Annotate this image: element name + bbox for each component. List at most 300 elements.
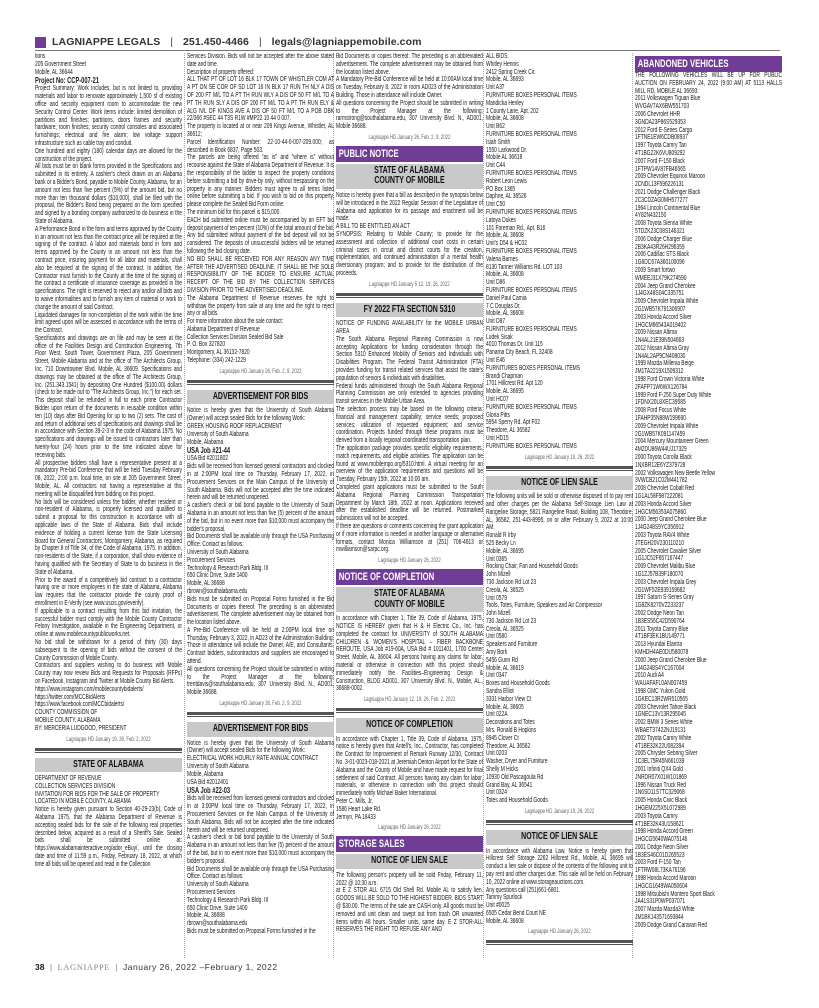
notice-line: 1999 Mazda Millenia Beige — [635, 360, 694, 368]
notice-line: 1N4AL21E39N504663 — [635, 337, 685, 345]
notice-line: 4010 Thomas Dr. Unit 115 — [486, 341, 543, 349]
notice-line: 1586 Heart Lake Rd. — [336, 805, 382, 813]
notice-line: Ronald R Irby — [486, 532, 516, 540]
notice-paragraph: All questions concerning the Project should be submitted in writing to the Project Manager at the following: rarmstrong@southalabama.edu, 307 University Blvd. N., AD001, Mobile 36688. — [336, 99, 483, 131]
notice-paragraph: Notice is hereby given that the University of South Alabama (Owner) will accept sealed Bids for the following Work: — [187, 739, 334, 755]
notice-line: 2G1WB57K791306907 — [635, 305, 686, 313]
notice-paragraph: The application package provides specific eligibility requirements, match requirements, and eligible activities. The application can be found at www.mobilempo.org/5310.html. A virtual meeting for an overview of the application requirements and questions will be Tuesday, February 15th, 2022 at 10:00 am. — [336, 444, 483, 484]
notice-line: LOCATED IN MOBILE COUNTY, ALABAMA — [35, 798, 131, 806]
notice-line: JNRDR07X01W101869 — [635, 773, 687, 781]
notice-paragraph: Specifications and drawings are on file and may be seen at the office of the Facilities Design and Construction Engineering, 7th Floor West, South Tower, Government Plaza, 205 Government Street, Mobile Alabama and at the office of The Architects Group, Inc. 710 Downtowner Blvd. Mobile, AL 36609. Specifications and drawings may be obtained at the office of The Architects Group, Inc. (251.343.1541) by depositing One Hundred ($100.00) dollars (check to be made out to "The Architects Group, Inc.") for each set. This deposit shall be refunded in full to each prime Contractor Bidder upon return of the documents in reusable condition within ten (10) days after Bid Opening for up to two (2) sets. The cost of and return of additional sets of specifications and drawings shall be in accordance with Section 39-2-3 in the code of Alabama 1975. No specifications and drawings will be issued to contractors later than twenty-four (24) hours prior to the time indicated above for receiving bids. — [35, 334, 182, 459]
notice-line: 1 County Lane, Apt. 202 — [486, 107, 539, 115]
notice-line: Boxes and Household Goods — [486, 680, 550, 688]
notice-line: 1996 Nissan Truck Red — [635, 781, 686, 789]
publication-credit: Lagniappe HD January 26, Feb. 2, 9, 2022 — [219, 700, 302, 708]
notice-line: 1998 Honda Accord Green — [635, 828, 694, 836]
notice-paragraph: Bid Documents shall be available only through the USA Purchasing Office. Contact as follows: — [187, 865, 334, 881]
notice-line: 1NXBR12E6YZ379728 — [635, 461, 686, 469]
section-divider — [486, 466, 633, 471]
notice-line: Unit HC07 — [486, 396, 509, 404]
notice-paragraph: In accordance with Alabama Law, Notice is hereby given that Hillcrest Self Storage 2262 Hillcrest Rd., Mobile, AL 36695 will conduct a lien sale or dispose of the contents of the following unit to pay rent and other charges due. This sale will be held on February 10, 2022 online at www.storageauctions.com. — [486, 847, 633, 886]
notice-line: Mrs. Ronald B Hopkins — [486, 727, 537, 735]
notice-line: 2G1WF52E939159682 — [635, 586, 686, 594]
notice-line: FURNITURE BOXES PERSONAL ITEMS — [486, 208, 577, 216]
notice-line: Technology & Research Park Bldg. III — [187, 564, 269, 572]
notice-paragraph: Parcel Identification Number: 22-10-44-0-007-209.000; as described in Book 6837, Page 503. — [187, 138, 334, 154]
notice-paragraph: NOTICE OF FUNDING AVAILABILITY for the MOBILE URBAN AREA — [336, 320, 483, 336]
notice-line: 2003 Toyota Camry — [635, 812, 678, 820]
masthead-separator: | — [258, 36, 262, 48]
column-divider — [483, 53, 484, 958]
notice-line: FURNITURE BOXES PERSONAL ITEMS — [486, 91, 577, 99]
notice-paragraph: Bids will be received from licensed general contractors and clocked in at 2:00PM local time on Thursday, February 17, 2022, in Procurement Services on the Main Campus of the University of South Alabama. Bids will not be accepted after the time indicated herein and will be returned unopened. — [187, 463, 334, 502]
notice-line: tions — [35, 53, 46, 60]
notice-line: Tools, Totes, Furniture, Speakers and Air Compressor — [486, 602, 603, 610]
notice-line: Procurement Services — [187, 556, 236, 564]
notice-line: 1998 Mitsubishi Montero Sport Black — [635, 890, 715, 898]
publication-credit: Lagniappe HD January 12, 19, 26, Feb. 2, 2022 — [363, 696, 456, 704]
notice-line: WMEEJ31X79K274590 — [635, 274, 687, 282]
masthead-phone: 251.450-4466 — [182, 36, 249, 48]
notice-line: 1B3ES56C42D590764 — [635, 617, 685, 625]
notice-line: 1FDNX20L8XEC39585 — [635, 399, 686, 407]
notice-line: Mobile, AL 36695 — [486, 388, 524, 396]
notice-line: Mobile, Alabama — [187, 770, 224, 778]
notice-paragraph: THE FOLLOWING VEHICLES WILL BE UP FOR PUBLIC AUCTION ON FEBRUARY 24, 2022 (9:00 AM) AT 5113 HALLS MILL RD, MOBILE AL 36693: — [635, 72, 782, 95]
notice-line: 4T1BF3EK1BU149771 — [635, 633, 685, 641]
notice-line: 650 Clinic Drive, Suite 1400 — [187, 572, 248, 580]
notice-line: Mobile, Alabama — [187, 438, 224, 446]
publication-credit: Lagniappe HD January 26, 2022 — [528, 928, 591, 936]
notice-line: Unit 0365 — [486, 555, 507, 563]
notice-paragraph: The minimum bid for this parcel is $15,000. — [187, 208, 281, 216]
notice-line: 1C3EL75R45N661039 — [635, 758, 685, 766]
notice-line: 5954 Sperry Rd. Apt F02 — [486, 419, 540, 427]
notice-line: 2000 Jeep Grand Cherokee Blue — [635, 656, 707, 664]
notice-line: P. O. Box 327820 — [187, 341, 226, 349]
notice-line: 2009 Chevrolet Equinox Maroon — [635, 173, 706, 181]
notice-paragraph: Contractors and suppliers wishing to do business with Mobile County may now review Bids and Requests for Proposals (RFPs) on Facebook, Instagram and Twitter at Mobile County Bid Alerts. — [35, 662, 182, 685]
notice-line: INVITATION FOR BIDS FOR THE SALE OF PROPERTY — [35, 790, 160, 798]
notice-paragraph: All prospective bidders shall have a representative present at a mandatory Pre-bid Conference that will be held Tuesday February 08, 2022, 2:00 p.m. local time, on site at 205 Government Street, Mobile, AL. All contractors not having a representative at this meeting will be disqualified from bidding on this project. — [35, 459, 182, 498]
notice-paragraph: No bids will be considered unless the bidder, whether resident or non-resident of Alabama, is properly licensed and qualified to submit a proposal for this construction in accordance with all applicable laws of the State of Alabama. Bids shall include evidence of holding a current license from the State Licensing Board for General Contractors, Montgomery, Alabama, as required by Chapter 8 of Title 34, of the Code of Alabama, 1975. In addition, non-residents of the State, if a corporation, shall show evidence of having qualified with the Secretary of State to do business in the State of Alabama. — [35, 498, 182, 576]
section-banner: NOTICE OF COMPLETION — [336, 569, 483, 585]
notice-line: For more information about the sale contact: — [187, 318, 284, 326]
publication-credit: Lagniappe HD January 19, 26, Feb. 2, 2022 — [66, 735, 151, 743]
notice-line: 2B3KA43R26H296359 — [635, 243, 685, 251]
notice-line: 1G6DC67A360100096 — [635, 259, 685, 267]
notice-paragraph: A Pre-Bid Conference will be held at 2:00PM local time on Thursday, February 3, 2022, in AD23 of the Administration Building. Those in attendance will include the Owner, A/E, and Consultants. Contract bidders, subcontractors and suppliers are encouraged to attend. — [187, 626, 334, 666]
notice-line: Unit 022A — [486, 711, 508, 719]
notice-title: ADVERTISEMENT FOR BIDS — [187, 390, 334, 405]
notice-line: DEPARTMENT OF REVENUE — [35, 775, 102, 783]
notice-line: 6505 Cedar Bend Court NE — [486, 909, 546, 917]
notice-line: Montgomery, AL 36132-7820 — [187, 349, 250, 357]
section-banner: ABANDONED VEHICLES — [635, 56, 782, 72]
notice-paragraph: The following person's property will be sold Friday, February 11, 2022 @ 10:30 a.m. — [336, 871, 483, 887]
notice-paragraph: ALL THAT PT OF LOT 16 BLK 17 TOWN OF WHISTLER COM AT A PT ON SE COR OF SD LOT 16 IN BLK 17 RUN TH NLY A DIS OF 200 FT M/L TO A PT TH RUN WLY A DIS OF 50 FT M/L TO A PT TH RUN SLY A DIS OF 200 FT M/L TO A PT TH RUN ELY & ALG N/L OF KINGS AVE A DIS OF 50 FT M/L TO A POB DBK 22/366 #SEC 44 T3S R1W #MP22 10 44 0 007. — [187, 76, 334, 123]
notice-title: NOTICE OF LIEN SALE — [486, 476, 633, 491]
section-divider — [187, 712, 334, 717]
notice-line: Mobile, AL 36644 — [35, 68, 73, 76]
notice-line: 2002 Volkswagen New Beetle Yellow — [635, 469, 716, 477]
page-footer — [35, 962, 278, 972]
notice-line: 2004 Jeep Grand Cherokee — [635, 282, 696, 290]
notice-line: 2004 Mercury Mountaineer Green — [635, 438, 709, 446]
notice-bold-heading: Project No: CCP-007-21 — [35, 76, 100, 86]
notice-line: 2003 Chevrolet Impala Grey — [635, 578, 697, 586]
notice-line: Telephone: (334) 242-1229 — [187, 357, 246, 365]
notice-line: FURNITURE BOXES PERSONAL ITEMS — [486, 442, 577, 450]
notice-line: Robert Leon Lewis — [486, 177, 527, 185]
notice-line: PO Box 1365 — [486, 185, 516, 193]
notice-line: 2001 Infiniti QX4 Gold — [635, 765, 683, 773]
notice-line: 2010 Audi A4 — [635, 672, 664, 680]
notice-line: JA4LS31P0WP037071 — [635, 898, 686, 906]
notice-line: Ludek Sisak — [486, 333, 513, 341]
issue-dates: January 26, 2022 –February 1, 2022 — [123, 962, 278, 972]
notice-line: USA Bid #2011802 — [187, 455, 229, 463]
notice-line: Rocking Chair, Fan and Household Goods — [486, 563, 578, 571]
notice-line: Unit D87 — [486, 318, 506, 326]
notice-line: 4Y82N432150 — [635, 212, 667, 220]
notice-line: Unit #0025 — [486, 902, 510, 910]
notice-line: COLLECTION SERVICES DIVISION — [35, 782, 116, 790]
notice-line: https://www.instagram.com/mobilecountybidalerts/ — [35, 685, 144, 693]
footer-separator: | — [115, 962, 118, 972]
notice-line: 525 Becky Ln — [486, 539, 516, 547]
section-divider — [486, 820, 633, 825]
notice-line: 2003 Honda Accord Silver — [635, 500, 692, 508]
notice-line: FURNITURES BOXES PERSONAL ITEMS — [486, 364, 581, 372]
notice-line: Tammy Spurlock — [486, 894, 523, 902]
notice-line: 2021 Dodge Challenger Black — [635, 188, 701, 196]
notice-line: 2007 Mazda Mazda3 White — [635, 906, 695, 914]
notice-line: John Mizell — [486, 571, 511, 579]
notice-title: NOTICE OF COMPLETION — [336, 718, 483, 733]
notice-line: Unit HD15 — [486, 435, 509, 443]
notice-line: 2007 Ford F-150 Black — [635, 157, 685, 165]
notice-line: 2G1WB57K091147459 — [635, 430, 686, 438]
notice-line: 4M2DU86W44UJ17329 — [635, 446, 687, 454]
notice-line: Unit's D54 & HC02 — [486, 240, 527, 248]
notice-line: Jermyn, PA 18433 — [336, 813, 376, 821]
notice-paragraph: A Performance Bond in the form and terms approved by the County in an amount not less than the contract price will be required at the signing of the contract. A labor and materials bond in form and terms approved by the County in an amount not less than the contract price, insuring payment for all labor and materials, shall also be required at the signing of the contract. In addition, the Contractor must furnish to the County at the time of the signing of the contract a certificate of insurance coverage as provided in the specifications. The right is reserved to reject any and/or all bids and to waive informalities and to furnish any item of material or work to change the amount of said Contract. — [35, 225, 182, 311]
notice-line: 1J4G248S9YC356912 — [635, 524, 685, 532]
notice-line: WAUAFAFL0AN007459 — [635, 680, 688, 688]
notice-line: ALL BIDS. — [486, 53, 509, 60]
notice-line: 1J4GX48S04C335751 — [635, 290, 685, 298]
notice-line: 1N6SD11S7TC329068 — [635, 789, 685, 797]
notice-line: Latoya Dukes — [486, 216, 516, 224]
notice-line: Mobile, AL 36608 — [486, 232, 524, 240]
notice-line: 10930 Old Pascagoula Rd — [486, 773, 544, 781]
notice-line: USA Bid #2012401 — [187, 778, 229, 786]
notice-line: Unit 0580 — [486, 633, 507, 641]
notice-paragraph: A cashier's check or bid bond payable to the University of South Alabama in an amount not less than five (5) percent of the amount of the bid, but in no event more than $10,000 must accompany the bidder's proposal. — [187, 834, 334, 865]
notice-paragraph: The Alabama Department of Revenue reserves the right to withdraw the property from sale at any time and the right to reject any or all bids. — [187, 294, 334, 318]
notice-line: 650 Clinic Drive, Suite 1400 — [187, 904, 248, 912]
notice-title: STATE OF ALABAMA COUNTY OF MOBILE — [336, 587, 483, 612]
masthead-brand: LAGNIAPPE LEGALS — [52, 36, 161, 48]
notice-line: JM1BK143571693844 — [635, 914, 684, 922]
notice-line: 3VWCB21C02M441782 — [635, 477, 688, 485]
notice-line: 2002 BMW 3 Series White — [635, 719, 693, 727]
notice-line: 1FTRW08L73KA76196 — [635, 867, 686, 875]
notice-line: 2008 Chevrolet Cobalt Red — [635, 485, 695, 493]
notice-line: 2CNDL13F596226131 — [635, 181, 685, 189]
notice-line: University of South Alabama — [187, 430, 249, 438]
notice-line: University of South Alabama — [187, 762, 249, 770]
notice-line: 2008 Toyota Sienna White — [635, 220, 693, 228]
notice-line: 1GKEC13R2WR510565 — [635, 695, 688, 703]
notice-line: Mandicka Henley — [486, 99, 524, 107]
notice-line: Daphne, AL 36526 — [486, 193, 527, 201]
notice-line: 2006 Dodge Charger Blue — [635, 235, 692, 243]
masthead-separator: | — [170, 36, 173, 48]
notice-line: John Mizell — [486, 610, 511, 618]
notice-line: Mobile, AL 36608 — [486, 310, 524, 318]
notice-line: 1G1JC52F657167447 — [635, 555, 684, 563]
notice-line: 1J4G248S4YC167004 — [635, 664, 685, 672]
notice-title: NOTICE OF LIEN SALE — [486, 830, 633, 845]
notice-line: Technology & Research Park Bldg. III — [187, 896, 269, 904]
publication-credit: Lagniappe HD January 26, 2022 — [378, 824, 441, 832]
footer-separator: | — [49, 962, 53, 972]
notice-line: 2009 Smart fortwo — [635, 266, 676, 274]
notice-paragraph: Liquidated damages for non-completion of the work within the time limit agreed upon will be assessed in accordance with the terms of the Contract. — [35, 311, 182, 335]
notice-line: Unit D86 — [486, 279, 506, 287]
notice-line: 2009 Nissan Altima — [635, 329, 677, 337]
notice-line: Alabama Department of Revenue — [187, 325, 260, 333]
notice-line: 1998 GMC Yukon Gold — [635, 687, 686, 695]
notice-line: Amy Bork — [486, 649, 508, 657]
notice-line: 2005 Honda Civic Black — [635, 797, 688, 805]
notice-line: Theodore, AL 36582 — [486, 742, 531, 750]
notice-line: 7 C Douglas Dr. — [486, 302, 521, 310]
notice-line: 1G8ZK8270VZ233237 — [635, 602, 685, 610]
section-divider — [35, 748, 182, 753]
notice-line: Sandra Elliot — [486, 688, 514, 696]
notice-line: Unit B62 — [486, 123, 505, 131]
notice-line: 2003 Chevrolet Tahoe Black — [635, 703, 697, 711]
notice-line: WVGAV7AX6BW551703 — [635, 103, 690, 111]
brand-square-icon — [35, 37, 46, 48]
publication-credit: Lagniappe HD January 19, 26, 2022 — [524, 808, 595, 816]
notice-line: FURNITURE BOXES PERSONAL ITEMS — [486, 247, 577, 255]
notice-line: WBAET37422NJ19131 — [635, 726, 686, 734]
notice-paragraph: The parcels are being offered “as is” and “where is” without recourse against the State of Alabama Department of Revenue. It is the responsibility of the bidder to inspect the property conditions before submitting a bid by drive-by only, without trespassing on the property in any manner. Bidders must agree to all terms listed online before submitting a bid. If you wish to bid on this property, please complete the Sealed Bid Form online. — [187, 154, 334, 209]
notice-line: Any questions call (251)661-6801. — [486, 886, 561, 894]
footer-brand: LAGNIAPPE — [57, 962, 111, 972]
notice-paragraph: Services Division. Bids will not be accepted after the above stated date and time. — [187, 53, 334, 68]
notice-line: KMHDH4AE0DU580078 — [635, 648, 689, 656]
section-banner: PUBLIC NOTICE — [336, 146, 483, 162]
notice-line: BY: MERCERIA LUDGOOD, PRESIDENT — [35, 724, 127, 732]
notice-line: Mobile, AL 36608 — [486, 271, 524, 279]
notice-paragraph: The following units will be sold or otherwise disposed of to pay rent and other charges per the Alabama Self-Storage Lien Law at Rangeline Storage, 5821 Rangeline Road, Building 108, Theodore, AL, 36582, 251-443-8995, on or after February 9, 2022 at 10:00 AM. — [486, 493, 633, 532]
notice-paragraph: The property is located at or near 209 Kings Avenue, Whistler, AL 36612; — [187, 123, 334, 138]
notice-line: 2011 Toyota Camry Blue — [635, 625, 689, 633]
notice-line: 2013 Hyundai Elantra — [635, 641, 683, 649]
notice-line: 2012 Nissan Altima Gray — [635, 344, 689, 352]
notice-paragraph: All bids must be on blank forms provided in the Specifications and submitted in its entirety. A cashier's check drawn on an Alabama bank or a Bidder's Bond, payable to Mobile County, Alabama, for an amount not less than five percent (5%) of the amount bid, but no more than ten thousand dollars ($10,000), shall be filed with the proposal, the Bidder's Bond being prepared on the form specified and signed by a bonding company authorized to do business in the State of Alabama. — [35, 163, 182, 225]
notice-paragraph: Prior to the award of a competitively bid contract to a contractor having one or more employees in the state of Alabama, Alabama law requires that the contractor provide the county proof of enrollment in E-Verify (see www.uscis.gov/everify). — [35, 576, 182, 607]
publication-credit: Lagniappe HD January 5 12, 19, 26, 2022 — [369, 280, 450, 288]
notice-paragraph: EACH bid submitted online must be accompanied by an EFT bid deposit payment of ten percent (10%) of the total amount of the bid. Any bid submitted without payment of the bid deposit will not be considered. The deposits of unsuccessful bidders will be returned following the bid closing date. — [187, 216, 334, 255]
notice-line: 730 Jackson Rd Lot 23 — [486, 578, 537, 586]
notice-paragraph: A cashier's check or bid bond payable to the University of South Alabama in an amount not less than five (5) percent of the amount of the bid, but in no event more than $10,000 must accompany the bidder's proposal. — [187, 502, 334, 533]
notice-line: 2001 Dodge Neon Silver — [635, 843, 689, 851]
notice-line: Peter C. Mills, Jr. — [336, 797, 374, 805]
notice-line: Mobile, AL 36693 — [486, 76, 524, 84]
notice-line: Whitley Hennis — [486, 60, 519, 68]
notice-line: Mobile, AL 36605 — [486, 703, 524, 711]
notice-line: 1FTNE1EW6CDB08937 — [635, 134, 688, 142]
notice-line: 1998 Honda Accord Maroon — [635, 875, 697, 883]
notice-line: FURNITURE BOXES PERSONAL ITEMS — [486, 130, 577, 138]
notice-bold-heading: USA Job #21-44 — [187, 446, 231, 456]
notice-line: Creola, AL 36525 — [486, 625, 524, 633]
publication-credit: Lagniappe HD January 26, Feb. 2, 9, 2022 — [219, 367, 302, 375]
notice-line: rbrown@southalabama.edu — [187, 920, 248, 928]
notice-line: Unit C50 — [486, 201, 506, 209]
notice-paragraph: Bid Documents shall be available only through the USA Purchasing Office. Contact as follows: — [187, 533, 334, 549]
notice-line: https://twitter.com/MCCBidAlerts — [35, 693, 106, 701]
notice-line: 1964 Lincoln Continental Blue — [635, 204, 701, 212]
notice-line: 2000 Jeep Grand Cherokee Blue — [635, 516, 707, 524]
notice-line: 4T1BE32K22U082394 — [635, 742, 685, 750]
notice-line: Mobile, AL 36608 — [486, 917, 524, 925]
notice-paragraph: Notice is hereby given that a bill as described in the synopsis below will be introduced in the 2022 Regular Session of the Legislature of Alabama and application for its passage and enactment will be made: — [336, 191, 483, 223]
page-masthead — [35, 34, 780, 51]
notice-line: 2009 Chevrolet Malibu Blue — [635, 563, 696, 571]
legals-column-3 — [336, 53, 483, 958]
notice-line: Unit C44 — [486, 162, 506, 170]
notice-line: 2005 Chrysler Sebring Silver — [635, 750, 698, 758]
notice-line: 5456 Gunn Rd — [486, 656, 518, 664]
notice-line: ELECTRICAL WORK HOURLY RATE ANNUAL CONTRACT — [187, 755, 319, 763]
notice-line: 2009 Chevrolet Impala White — [635, 298, 699, 306]
notice-paragraph: If there are questions or comments concerning the grant application or if more information is needed in another language or alternative formats, contact Monica Williamson at (251) 706-4613 or mwilliamson@sarpc.org. — [336, 522, 483, 554]
notice-line: 2FAFP71W6WX126784 — [635, 383, 688, 391]
notice-line: FURNITURE BOXES PERSONAL ITEMS — [486, 286, 577, 294]
notice-line: 4T1BE32K43U158621 — [635, 820, 685, 828]
notice-line: 2009 Chevrolet Impala White — [635, 422, 699, 430]
notice-paragraph: Project Summary: Work includes, but is not limited to, providing materials and labor to renovate approximately 1,500 sf of existing office and security equipment room to accommodate the new Security Control Center. Work items include: limited demolition of partitions and finishes; partitions, doors frames and security hardware; room finishes; security control consoles and associated furnishings; electrical and fire alarm; low voltage support infrastructure such as cable tray and conduit. — [35, 85, 182, 147]
notice-paragraph: Completed grant applications must be submitted to the South Alabama Regional Planning Commission Transportation Department by March 18th, 2022 at noon. Applications received after the established deadline will be returned. Postmarked submissions will not be accepted. — [336, 483, 483, 523]
notice-line: FURNITURE BOXES PERSONAL ITEMS — [486, 403, 577, 411]
notice-paragraph: Bid Documents or copies thereof. The preceding is an abbreviated advertisement. The complete advertisement may be obtained from the location listed above. — [336, 53, 483, 76]
notice-line: 4T1BG22K6VU809292 — [635, 149, 686, 157]
notice-line: Theodore, AL 36582 — [486, 427, 531, 435]
notice-paragraph: Bids must be submitted on Proposal Forms furnished in the — [187, 927, 316, 935]
page-number: 38 — [35, 962, 45, 972]
notice-line: A BILL TO BE ENTITLED AN ACT — [336, 223, 410, 231]
notice-line: Mobile, AL 36688 — [187, 580, 225, 588]
notice-line: Unit 0579 — [486, 594, 507, 602]
notice-line: 1HGEM225X5L072989 — [635, 804, 686, 812]
notice-line: Mobile AL 36618 — [486, 154, 523, 162]
notice-line: 1701 Hillcrest Rd. Apt 120 — [486, 380, 543, 388]
notice-paragraph: In accordance with Chapter 1, Title 39, Code of Alabama, 1975, NOTICE IS HEREBY given that H & H Electric Co., Inc. has completed the contract for UNIVERSITY of SOUTH ALABAMA CHILDREN & WOMEN'S HOSPITAL – FIBER BACKBONE REROUTE, USA Job #19-60A, USA Bid # 1011401, 1700 Center Street, Mobile, AL 36604. All persons having any claims for labor, material or otherwise in connection with this project should immediately notify the Facilities–Engineering Design & Construction, BLDG AD001, 307 University Blvd. N., Mobile, AL., 36688-0002. — [336, 615, 483, 693]
notice-line: 2006 Cadillac STS Black — [635, 251, 689, 259]
legals-column-1 — [35, 53, 182, 958]
column-divider — [184, 53, 185, 958]
notice-line: Washer, Dryer and Furniture — [486, 758, 548, 766]
notice-line: 2000 Toyota Corolla Black — [635, 454, 692, 462]
section-divider — [336, 708, 483, 713]
notice-paragraph: The South Alabama Regional Planning Commission is now accepting Applications for funding consideration through the Section 5310 Enhanced Mobility of Seniors and Individuals with Disabilities Program. The Federal Transit Administration (FTA) provides funding for transit related services that assist the state's population of seniors & individuals with disabilities. — [336, 335, 483, 382]
notice-bold-heading: USA Job #22-03 — [187, 786, 231, 796]
notice-line: Mobile, AL 36695 — [486, 547, 524, 555]
notice-paragraph: NO BID SHALL BE RECEIVED FOR ANY REASON ANY TIME AFTER THE ADVERTISED DEADLINE. IT SHALL BE THE SOLE RESPONSIBILITY OF THE BIDDER TO ENSURE ACTUAL RECEIPT OF THE BID BY THE COLLECTION SERVICES DIVISION PRIOR TO THE ADVERTISED DEADLINE. — [187, 255, 334, 294]
notice-line: Unit E46 — [486, 357, 505, 365]
publication-credit: Lagniappe HD January 19, 26, 2022 — [524, 453, 595, 461]
notice-line: JM1TA2219X1509312 — [635, 368, 684, 376]
notice-line: 1997 Saturn S-Series Gray — [635, 594, 694, 602]
notice-paragraph: Bids must be submitted on Proposal Forms furnished in the Bid Documents or copies thereof. The preceding is an abbreviated advertisement. The complete advertisement may be obtained from the location listed above. — [187, 595, 334, 627]
notice-line: 2006 Chevrolet HHR — [635, 110, 681, 118]
notice-line: 8130 Tanner Williams Rd. LOT 103 — [486, 263, 563, 271]
notice-paragraph: Federal funds administered through the South Alabama Regional Planning Commission are only extended to agencies providing transit services in the Mobile Urban Area. — [336, 382, 483, 406]
notice-line: 730 Jackson Rd Lot 23 — [486, 617, 537, 625]
notice-line: MOBILE COUNTY, ALABAMA — [35, 716, 101, 724]
notice-line: 205 Government Street — [35, 60, 86, 68]
notice-line: 1N4AL2AP9CN408030 — [635, 352, 686, 360]
notice-title: ADVERTISEMENT FOR BIDS — [187, 722, 334, 737]
notice-line: Unit 0347 — [486, 672, 507, 680]
publication-credit: Lagniappe HD January 26, 2022 — [378, 557, 441, 565]
notice-paragraph: Notice is hereby given pursuant to Section 40-29-23(b), Code of Alabama 1975, that the Alabama Department of Revenue is accepting sealed bids for the sale of the following real properties described below, acquired as a result of a Sheriff's Sale. Sealed bids shall be submitted online at: https://www.alabamainteractive.org/ador_eBuy/, until the closing date and time of 11:59 p.m., Friday, February 18, 2022, at which time all bids will be opened and read in the Collection — [35, 806, 182, 868]
notice-line: 2C3CDZAG0MH577277 — [635, 196, 688, 204]
notice-line: 1HGCM56353A075860 — [635, 508, 686, 516]
masthead-email[interactable]: legals@lagniappemobile.com — [271, 36, 422, 48]
notice-line: Mobile, AL 36688 — [187, 912, 225, 920]
notice-line: 2005 Chevrolet Cavalier Silver — [635, 547, 702, 555]
notice-line: Speakers and Furniture — [486, 641, 538, 649]
notice-line: Isiah Smith — [486, 138, 511, 146]
notice-paragraph: One hundred and eighty (180) calendar days are allowed for the construction of the project. — [35, 147, 182, 163]
notice-line: Creola, AL 36525 — [486, 586, 524, 594]
notice-line: JTEGH20V230110210 — [635, 539, 684, 547]
legals-column-5 — [635, 53, 782, 958]
notice-paragraph: In accordance with Chapter 1, Title 39, Code of Alabama, 1975, notice is hereby given that Antell's, Inc., Contractor, has completed the Contract for Improvement of Remark Runway 12/30, Contract No. 3-01-0023-018-2021 at Jeremiah Denton Airport for the State of Alabama and the County of Mobile and have made request for final settlement of said Contract. All persons having any claim for labor, materials, or otherwise in connection with this project should immediately notify Michael Baker International. — [336, 735, 483, 798]
notice-line: 1HGCM66543A019402 — [635, 321, 686, 329]
notice-line: 2002 Toyota Camry White — [635, 734, 692, 742]
notice-line: Shelly M Hicks — [486, 766, 519, 774]
notice-line: 8945 Clover Ct — [486, 734, 519, 742]
notice-line: University of South Alabama — [187, 881, 249, 889]
notice-line: FURNITURE BOXES PERSONAL ITEMS — [486, 169, 577, 177]
notice-line: Collection Services Division Sealed Bid Sale — [187, 333, 284, 341]
notice-line: 2009 Dodge Grand Caravan Red — [635, 921, 707, 929]
notice-title: FY 2022 FTA SECTION 5310 — [336, 303, 483, 318]
notice-line: 3GNDA23P86S529353 — [635, 118, 686, 126]
publication-credit: Lagniappe HD January 26, Feb. 2, 9, 2022 — [368, 133, 451, 141]
notice-line: 1999 Ford F-250 Super Duty White — [635, 391, 712, 399]
notice-line: 1FAHP35N88W199690 — [635, 415, 686, 423]
legals-column-4 — [486, 53, 633, 958]
notice-line: 1HGCG1649WA050604 — [635, 882, 688, 890]
legals-column-2 — [187, 53, 334, 958]
section-banner: STORAGE SALES — [336, 836, 483, 852]
notice-line: Daniel Paul Camia — [486, 294, 527, 302]
notice-paragraph: A Mandatory Pre-Bid Conference will be held at 10:00AM local time on Tuesday, February 8, 2022 in room AD023 of the Administration Building. Those in attendance will include Owner. — [336, 76, 483, 99]
notice-line: 2002 Dodge Neon Tan — [635, 609, 684, 617]
notice-line: 1998 Ford Crown Victoria White — [635, 376, 705, 384]
notice-line: GREEK HOUSING ROOF REPLACEMENT — [187, 422, 283, 430]
